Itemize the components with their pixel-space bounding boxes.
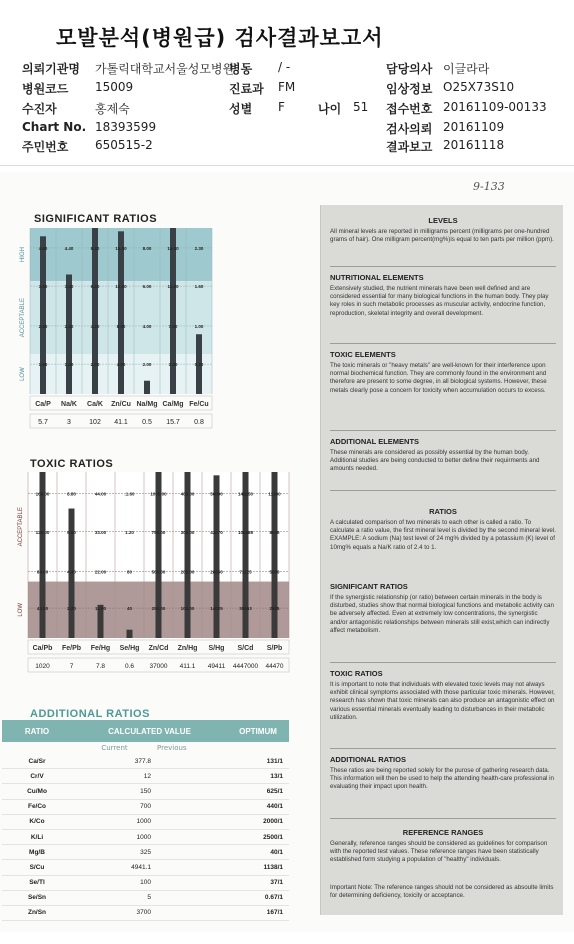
field-value-chart-no: 18393599: [95, 120, 157, 134]
scale-tick: 1.20: [125, 529, 134, 535]
column-label: Zn/Cd: [148, 645, 169, 652]
ratio-value: 41.1: [114, 419, 128, 426]
scale-tick: 80: [126, 569, 133, 575]
ratio-value: 7: [69, 663, 74, 670]
table-row: [2, 845, 289, 860]
bar-ca-p: [40, 236, 46, 394]
bar-zn-hg: [185, 472, 191, 638]
scale-tick: 4.00: [116, 362, 126, 368]
report-title: 모발분석(병원급) 검사결과보고서: [56, 26, 384, 50]
ratio-value: 5.7: [38, 419, 48, 426]
scale-tick: 2.20: [67, 606, 76, 612]
field-value-ward: / -: [278, 60, 291, 74]
field-label-institution: 의뢰기관명: [22, 62, 80, 76]
ratio-cell: K/Co: [29, 818, 45, 826]
column-label: Fe/Hg: [90, 645, 111, 652]
important-note-text: Important Note: The reference ranges should not be considered as absoulte limits for determining deficiency, toxicity or acceptance.: [330, 884, 554, 900]
ratio-value: 411.1: [179, 663, 196, 670]
scale-tick: 3.60: [38, 284, 48, 290]
ratio-cell: Cr/V: [30, 772, 44, 780]
optimum-cell: 40/1: [270, 848, 283, 856]
scale-tick: 2.30: [194, 245, 204, 251]
field-label-sex: 성별: [229, 102, 253, 116]
levels-text: All mineral levels are reported in milligrams percent (milligrams per one-hundred grams of hair). One milligram percent(mg%)is equal to ten parts per million (ppm).: [330, 228, 554, 244]
bar-zn-cd: [156, 472, 162, 638]
scale-tick: 1.40: [64, 362, 74, 368]
scale-tick: 8.80: [67, 491, 76, 497]
ratio-cell: Cu/Mo: [27, 787, 47, 795]
optimum-cell: 0.67/1: [264, 894, 283, 902]
scale-tick: 126.00: [35, 529, 50, 535]
optimum-cell: 2500/1: [263, 833, 283, 841]
toxic-elements-text: The toxic minerals or "heavy metals" are well-known for their interference upon normal biochemical function. They are commonly found in the environment and therefore are present to some degree, in all biological systems. However, these metals clearly pose a concern for toxicity when accumulation occurs to excess.: [330, 362, 547, 394]
bar-na-mg: [144, 381, 150, 394]
divider: [330, 818, 556, 819]
ratio-value: 3: [67, 419, 71, 426]
scale-tick: 4.40: [67, 569, 76, 575]
scale-tick: 250.00: [151, 606, 166, 612]
scale-tick: 2.40: [64, 323, 74, 329]
toxic-elements-section: [330, 350, 556, 395]
scale-tick: 0.20: [194, 362, 204, 368]
nutritional-heading: NUTRITIONAL ELEMENTS: [330, 273, 424, 282]
column-label: Se/Hg: [119, 645, 140, 652]
scale-tick: 4.00: [142, 323, 152, 329]
table-row: [2, 906, 289, 921]
divider: [330, 266, 556, 267]
scale-tick: 300.00: [180, 529, 195, 535]
bar-ca-pb: [40, 472, 46, 638]
bar-ca-k: [92, 228, 98, 394]
optimum-cell: 2000/1: [263, 818, 283, 826]
scale-tick: 11.00: [167, 284, 179, 290]
scale-tick: 7.00: [168, 323, 178, 329]
current-value-cell: 4941.1: [131, 863, 151, 871]
scale-tick: 100.00: [180, 606, 195, 612]
field-label-doctor: 담당의사: [386, 62, 433, 76]
scale-tick: 71125: [239, 569, 252, 575]
nutritional-section: [330, 273, 556, 318]
scale-tick: 22.00: [94, 569, 107, 575]
header-ratio: RATIO: [24, 726, 50, 736]
toxic-elements-heading: TOXIC ELEMENTS: [330, 350, 396, 359]
ratios-section: [330, 507, 556, 552]
optimum-cell: 13/1: [270, 772, 283, 780]
scale-tick: 8535: [269, 529, 280, 535]
scale-tick: 40: [126, 606, 133, 612]
field-value-institution: 가톨릭대학교서울성모병원: [95, 62, 235, 76]
additional-elements-heading: ADDITIONAL ELEMENTS: [330, 437, 420, 446]
field-label-patient: 수진자: [22, 102, 57, 116]
scale-tick: 44.00: [94, 491, 107, 497]
nutritional-text: Extensively studied, the nutrient minerals have been well defined and are considered essential for many biological functions in the human body. They play key roles in such metabolic processes as muscular activity, endocrine function, reproduction, skeletal integrity and overall development.: [330, 285, 549, 317]
scale-tick: 11380: [268, 491, 281, 497]
current-value-cell: 1000: [136, 818, 151, 826]
field-value-request-date: 20161109: [443, 120, 505, 134]
scale-tick: 3.00: [168, 362, 178, 368]
column-label: Ca/P: [35, 401, 51, 408]
ratio-value: 0.5: [142, 419, 152, 426]
scale-tick: 28050: [210, 569, 223, 575]
optimum-cell: 440/1: [266, 803, 283, 811]
scale-tick: 2.60: [38, 323, 48, 329]
scale-tick: 200.00: [180, 569, 195, 575]
scale-tick: 400.00: [180, 491, 195, 497]
scale-tick: 11.00: [94, 606, 107, 612]
zone-label-acceptable: ACCEPTABLE: [20, 298, 26, 338]
column-label: Ca/K: [87, 401, 103, 408]
field-label-chart-no: Chart No.: [22, 120, 87, 134]
field-value-department: FM: [278, 80, 296, 94]
field-label-resident-no: 주민번호: [22, 140, 69, 154]
optimum-cell: 625/1: [266, 787, 283, 795]
current-value-cell: 377.8: [134, 757, 151, 765]
scale-tick: 2.00: [142, 362, 152, 368]
field-value-doctor: 이글라라: [443, 62, 490, 76]
scale-tick: 6.60: [67, 529, 76, 535]
current-value-cell: 12: [143, 772, 151, 780]
important-note-section: [330, 884, 556, 900]
reference-ranges-heading: REFERENCE RANGES: [402, 828, 484, 837]
column-label: Ca/Pb: [32, 645, 53, 652]
scale-tick: 142250: [237, 491, 254, 497]
column-label: Zn/Cu: [111, 401, 131, 408]
scale-tick: 3.40: [64, 284, 74, 290]
additional-ratios-heading: ADDITIONAL RATIOS: [330, 755, 406, 764]
field-value-report-date: 20161118: [443, 138, 505, 152]
current-value-cell: 5: [147, 894, 151, 902]
ratio-value: 102: [89, 419, 101, 426]
significant-ratios-chart: [0, 224, 220, 434]
ratio-cell: Zn/Sn: [27, 909, 47, 917]
table-row: [2, 815, 289, 830]
optimum-cell: 1138/1: [263, 863, 283, 871]
divider: [330, 748, 556, 749]
field-label-report-date: 결과보고: [386, 140, 433, 154]
ratio-value: 0.8: [194, 419, 204, 426]
field-label-clinical: 임상정보: [386, 82, 433, 96]
field-label-ward: 병동: [229, 62, 253, 76]
scale-tick: 35563: [239, 606, 252, 612]
scale-tick: 42070: [210, 529, 223, 535]
toxic-ratios-title: TOXIC RATIOS: [30, 458, 114, 470]
scale-tick: 750.00: [151, 529, 166, 535]
column-label: Zn/Hg: [177, 645, 198, 652]
scale-tick: 8.00: [142, 245, 152, 251]
ratio-value: 15.7: [166, 419, 180, 426]
table-row: [2, 769, 289, 784]
current-value-cell: 150: [140, 787, 151, 795]
scale-tick: 14025: [210, 606, 223, 612]
scale-tick: 2.20: [90, 362, 100, 368]
scale-tick: 2845: [269, 606, 280, 612]
additional-elements-section: [330, 437, 556, 474]
table-row: [2, 891, 289, 906]
scale-tick: 168.00: [35, 491, 50, 497]
ratio-value: 4447000: [232, 663, 259, 670]
field-value-clinical: O25X73S10: [443, 80, 515, 94]
bar-s-cd: [243, 472, 249, 638]
scale-tick: 6.20: [90, 284, 100, 290]
ratio-value: 49411: [207, 663, 226, 670]
bar-zn-cu: [118, 231, 124, 394]
scale-tick: 5690: [269, 569, 280, 575]
field-value-age: 51: [353, 100, 369, 114]
scale-tick: 42.00: [36, 606, 49, 612]
scale-tick: .1.60: [124, 491, 135, 497]
column-label: Na/K: [61, 401, 77, 408]
toxic-ratios-text: It is important to note that individuals with elevated toxic levels may not always exhibit clinical symptoms associated with those particular toxic minerals. However, research has shown that toxic minerals can also produce an antagonistic effect on various essential minerals eventually leading to disturbances in their metabolic utilization.: [330, 681, 555, 721]
header-calculated-value: CALCULATED VALUE: [108, 726, 191, 736]
scale-tick: 1000.00: [150, 491, 167, 497]
reference-ranges-section: [330, 828, 556, 865]
ratio-value: 0.6: [124, 663, 135, 670]
additional-ratios-table: [2, 720, 289, 921]
scale-tick: 56000: [210, 491, 223, 497]
ratio-cell: K/Li: [30, 833, 44, 841]
significant-ratios-text: If the synergistic relationship (or ratio) between certain minerals in the body is disturbed, studies show that normal biological functions and metabolic activity can be adversely affected. Even at extremely low concentrations, the synergistic and/or antagonistic relationships between minerals still exist,which can indirectly affect metabolism.: [330, 594, 554, 634]
ratio-value: 1020: [35, 663, 50, 670]
header-current: Current: [101, 744, 128, 752]
divider: [330, 343, 556, 344]
bar-ca-mg: [170, 228, 176, 394]
field-value-patient: 홍제숙: [95, 102, 130, 116]
additional-ratios-text: These ratios are being reported solely for the purose of gathering research data. This information will then be used to help the attending health-care professional in evaluating their impact upon health.: [330, 767, 554, 791]
scale-tick: 1.00: [194, 323, 204, 329]
column-label: Na/Mg: [136, 401, 158, 408]
table-row: [2, 784, 289, 799]
current-value-cell: 3700: [136, 909, 151, 917]
additional-table-subheader: [2, 742, 289, 754]
field-label-request-date: 검사의뢰: [386, 122, 433, 136]
header-optimum: OPTIMUM: [239, 726, 277, 736]
column-label: S/Hg: [208, 645, 225, 652]
header-divider: [0, 165, 574, 166]
current-value-cell: 700: [140, 803, 151, 811]
ratio-value: 37000: [149, 663, 168, 670]
bar-s-pb: [272, 472, 278, 638]
column-label: Fe/Pb: [61, 645, 82, 652]
table-row: [2, 876, 289, 891]
ratio-cell: Mg/B: [29, 848, 45, 856]
zone-label-acceptable: ACCEPTABLE: [18, 507, 24, 547]
header-previous: Previous: [157, 744, 187, 752]
additional-ratios-section: [330, 755, 556, 792]
zone-label-low: LOW: [20, 367, 26, 381]
levels-section: [330, 216, 556, 244]
significant-ratios-heading: SIGNIFICANT RATIOS: [330, 582, 408, 591]
zone-label-low: LOW: [18, 602, 24, 617]
optimum-cell: 131/1: [266, 757, 283, 765]
ratio-cell: S/Cu: [29, 863, 45, 871]
table-row: [2, 800, 289, 815]
additional-table-header: [2, 720, 289, 742]
ratio-cell: Se/Tl: [29, 879, 45, 887]
ratios-heading: RATIOS: [429, 507, 457, 516]
bar-s-hg: [214, 475, 220, 638]
scale-tick: 6.00: [142, 284, 152, 290]
column-label: Fe/Cu: [189, 401, 209, 408]
column-label: S/Cd: [237, 645, 254, 652]
divider: [330, 430, 556, 431]
current-value-cell: 1000: [136, 833, 151, 841]
table-row: [2, 754, 289, 769]
scale-tick: 4.20: [90, 323, 100, 329]
optimum-cell: 37/1: [270, 879, 283, 887]
scale-tick: 1.60: [194, 284, 204, 290]
scale-tick: 12.00: [115, 284, 127, 290]
scale-tick: 500.00: [151, 569, 166, 575]
divider: [330, 490, 556, 491]
field-value-hospital-code: 15009: [95, 80, 134, 94]
scale-tick: 4.40: [64, 245, 74, 251]
divider: [330, 662, 556, 663]
bar-se-hg: [127, 630, 133, 638]
significant-ratios-section: [330, 582, 556, 635]
bar-na-k: [66, 274, 72, 394]
field-label-hospital-code: 병원코드: [22, 82, 69, 96]
ratio-cell: Se/Sn: [27, 894, 47, 902]
current-value-cell: 100: [140, 879, 151, 887]
toxic-ratios-chart: [0, 468, 300, 708]
zone-label-high: HIGH: [20, 247, 26, 263]
ratio-value: 44470: [265, 663, 284, 670]
scale-tick: 33.00: [94, 529, 107, 535]
scale-tick: 15.00: [115, 245, 127, 251]
column-label: Ca/Mg: [162, 401, 184, 408]
ratios-text: A calculated comparison of two minerals to each other is called a ratio. To calculate a ratio value, the first mineral level is divided by the second mineral level. EXAMPLE: A sodium (Na) test level of 24 mg% divided by a potassium (K) level of 10mg% equals a Na/K ratio of 2.4 to 1.: [330, 519, 556, 551]
scale-tick: 4.60: [38, 245, 48, 251]
column-label: S/Pb: [266, 645, 283, 652]
field-value-sex: F: [278, 100, 285, 114]
table-row: [2, 860, 289, 875]
scale-tick: 106688: [237, 529, 254, 535]
levels-heading: LEVELS: [428, 216, 458, 225]
scale-tick: 15.00: [167, 245, 179, 251]
field-label-age: 나이: [318, 102, 342, 116]
additional-elements-text: These minerals are considered as possibly essential by the human body. Additional studies are being conducted to better define their requirments and amounts needed.: [330, 449, 540, 473]
scale-tick: 8.00: [116, 323, 126, 329]
field-label-receipt: 접수번호: [386, 102, 433, 116]
scale-tick: 1.60: [38, 362, 48, 368]
reference-ranges-text: Generally, reference ranges should be considered as guidelines for comparison with the reported test values. These reference ranges have been statistically established form studying a population of "healthy" individuals.: [330, 840, 548, 864]
current-value-cell: 325: [140, 848, 151, 856]
ratio-cell: Ca/Sr: [28, 757, 46, 765]
scale-tick: 84.00: [36, 569, 49, 575]
significant-ratios-title: SIGNIFICANT RATIOS: [34, 213, 158, 225]
field-label-department: 진료과: [229, 82, 264, 96]
table-row: [2, 830, 289, 845]
field-value-resident-no: 650515-2: [95, 138, 153, 152]
ratio-cell: Fe/Co: [27, 803, 47, 811]
additional-ratios-title: ADDITIONAL RATIOS: [30, 708, 150, 720]
handwritten-note: 9-133: [473, 180, 505, 193]
optimum-cell: 167/1: [266, 909, 283, 917]
field-value-receipt: 20161109-00133: [443, 100, 547, 114]
toxic-ratios-section: [330, 669, 556, 722]
toxic-ratios-heading: TOXIC RATIOS: [330, 669, 383, 678]
ratio-value: 7.8: [95, 663, 106, 670]
scale-tick: 8.20: [90, 245, 100, 251]
